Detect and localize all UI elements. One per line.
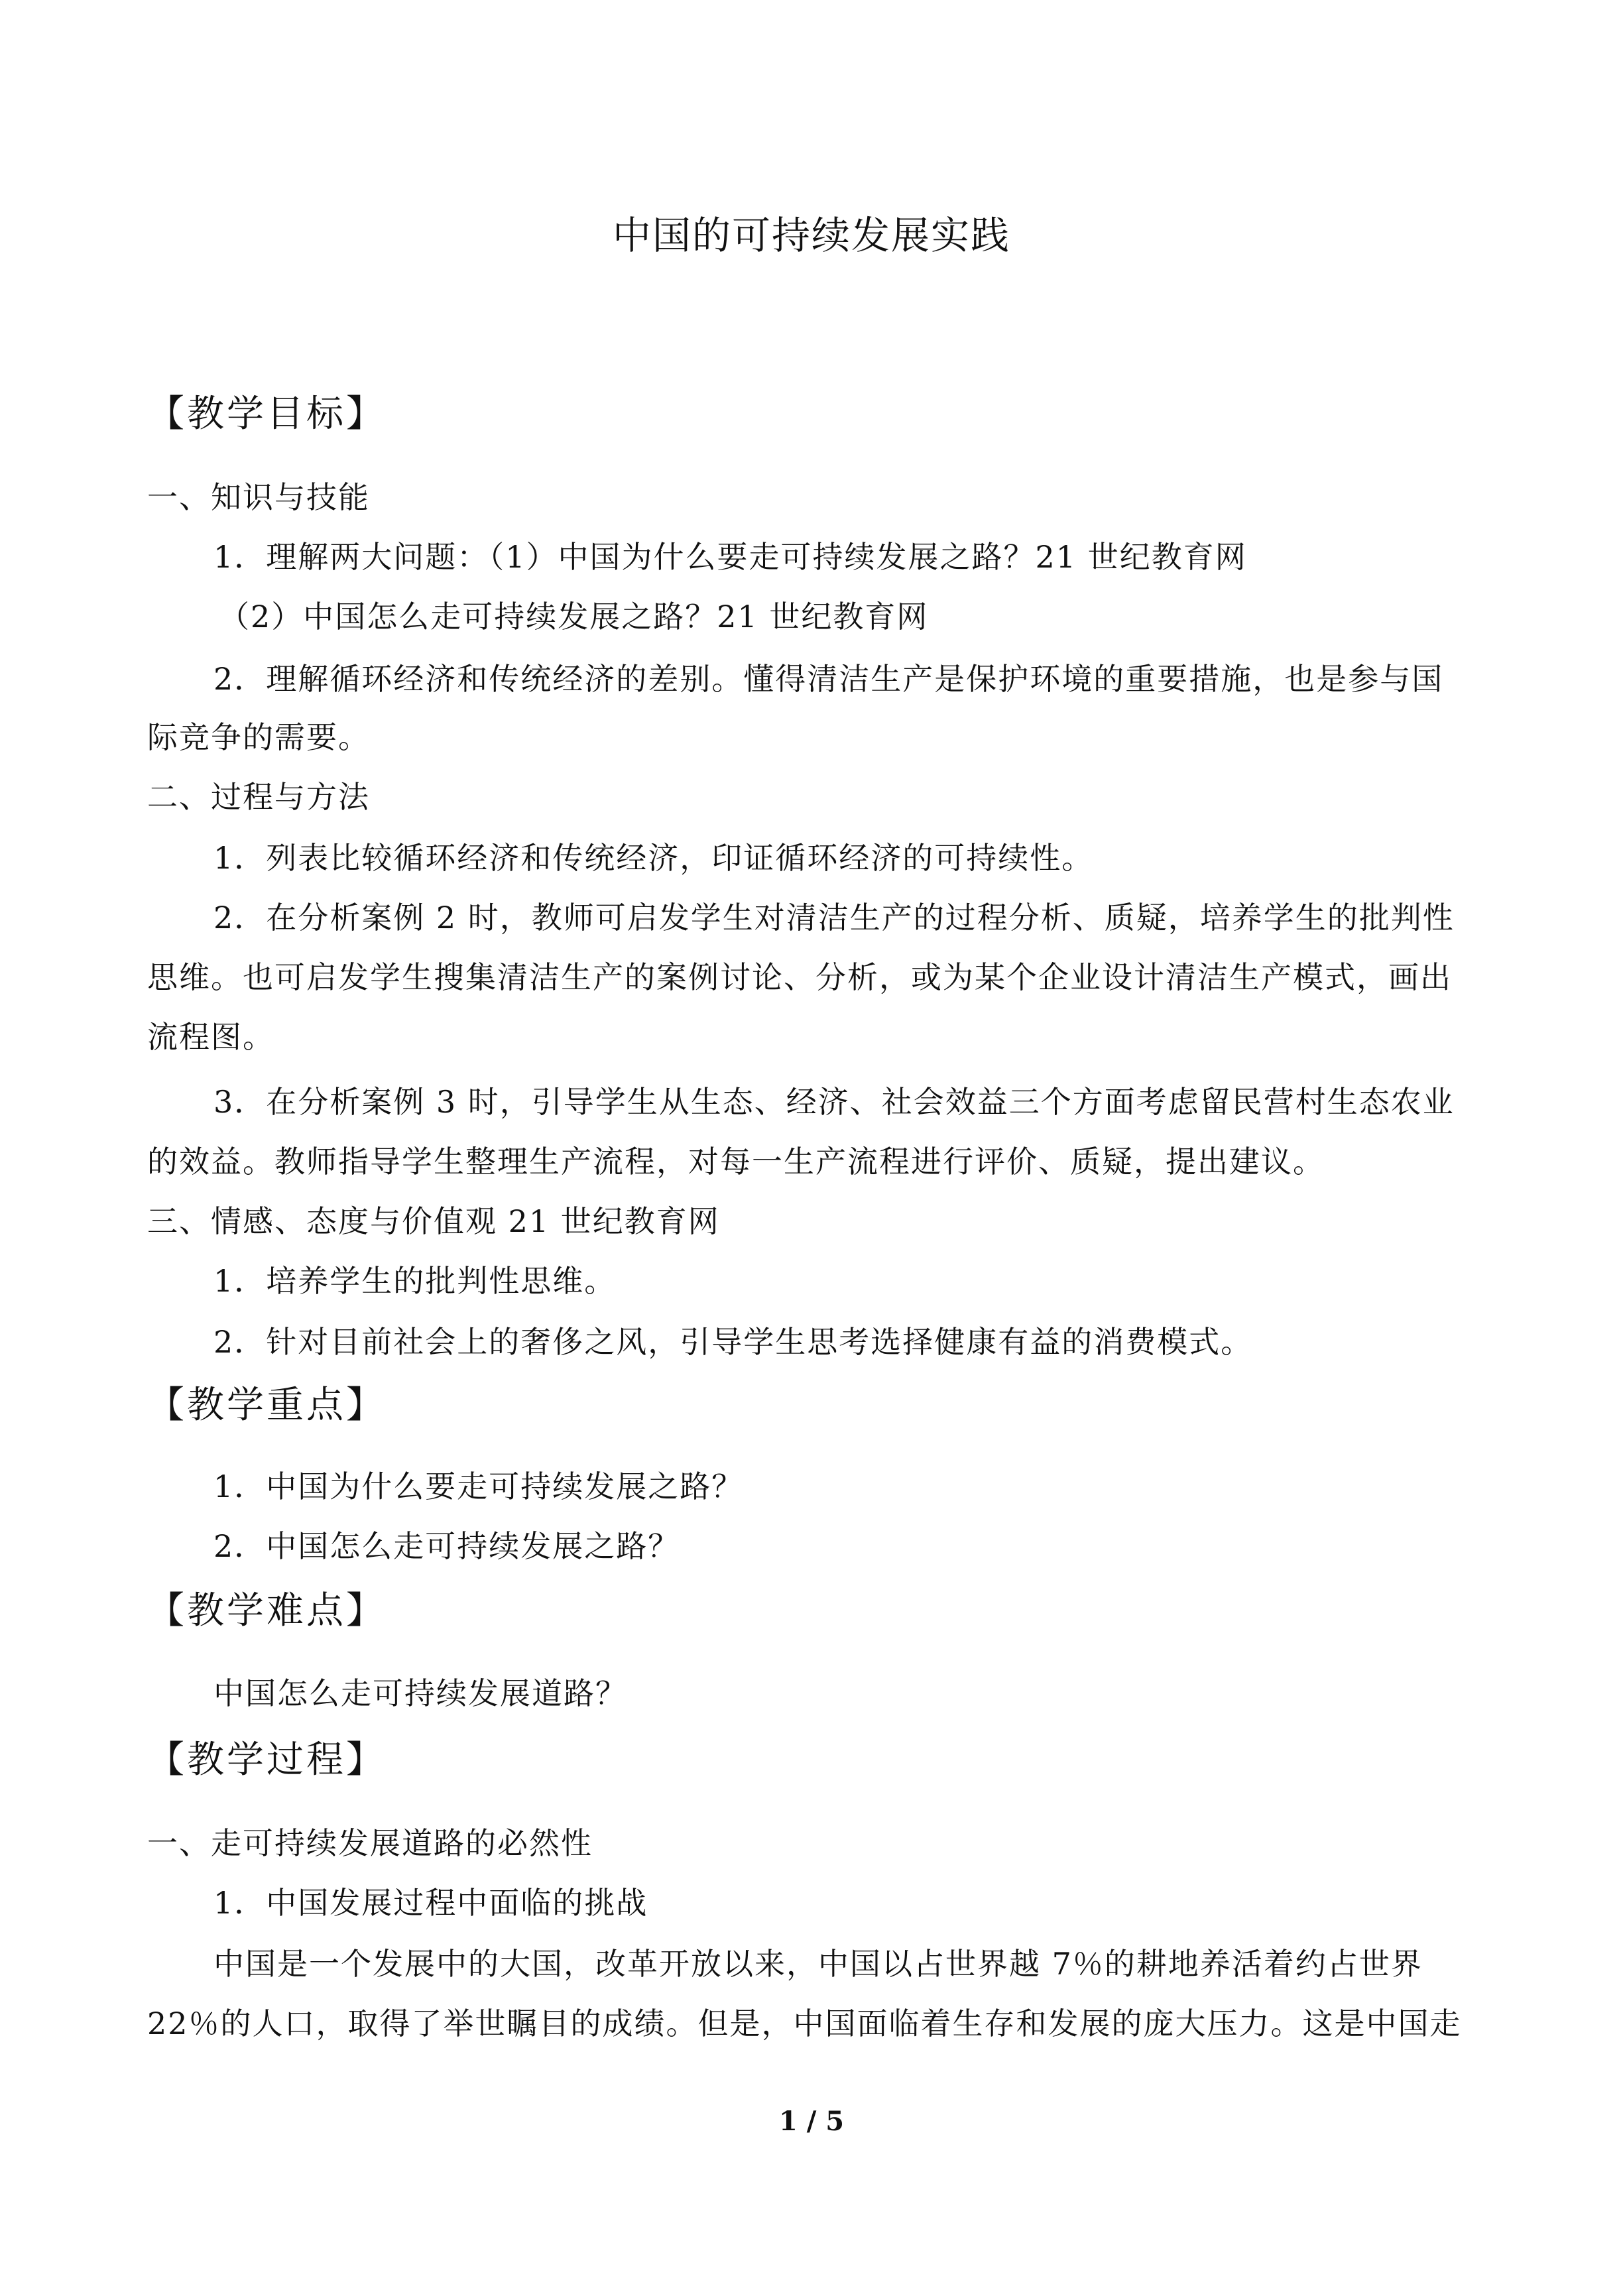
page-number: 1 / 5 [778, 2106, 845, 2137]
objectives-p1-3a: 2．理解循环经济和传统经济的差别。懂得清洁生产是保护环境的重要措施，也是参与国 [213, 661, 1444, 697]
process-part1-heading: 一、走可持续发展道路的必然性 [147, 1825, 593, 1861]
objectives-p2-2c: 流程图。 [147, 1019, 274, 1055]
objectives-p2-3b: 的效益。教师指导学生整理生产流程，对每一生产流程进行评价、质疑，提出建议。 [147, 1144, 1325, 1179]
section-heading-process: 【教学过程】 [147, 1738, 386, 1782]
objectives-p1-1: 1．理解两大问题：（1）中国为什么要走可持续发展之路？21 世纪教育网 [213, 539, 1247, 575]
process-paragraph-b: 22％的人口，取得了举世瞩目的成绩。但是，中国面临着生存和发展的庞大压力。这是中国走 [147, 2006, 1462, 2041]
section-heading-difficulties: 【教学难点】 [147, 1589, 386, 1632]
objectives-part2-heading: 二、过程与方法 [147, 779, 370, 815]
key-points-item-1: 1．中国为什么要走可持续发展之路？ [213, 1469, 744, 1504]
objectives-p2-2a: 2．在分析案例 2 时，教师可启发学生对清洁生产的过程分析、质疑，培养学生的批判性 [213, 900, 1455, 936]
objectives-p1-2: （2）中国怎么走可持续发展之路？21 世纪教育网 [219, 599, 929, 634]
section-heading-key-points: 【教学重点】 [147, 1384, 386, 1427]
section-heading-objectives: 【教学目标】 [147, 393, 386, 436]
objectives-p2-2b: 思维。也可启发学生搜集清洁生产的案例讨论、分析，或为某个企业设计清洁生产模式，画出 [147, 959, 1452, 995]
document-title: 中国的可持续发展实践 [612, 213, 1010, 258]
process-sub-1: 1．中国发展过程中面临的挑战 [213, 1885, 648, 1921]
objectives-p2-1: 1．列表比较循环经济和传统经济，印证循环经济的可持续性。 [213, 840, 1094, 876]
difficulties-item-1: 中国怎么走可持续发展道路？ [213, 1675, 627, 1711]
objectives-p1-3b: 际竞争的需要。 [147, 719, 370, 755]
objectives-part3-heading: 三、情感、态度与价值观 21 世纪教育网 [147, 1203, 720, 1239]
key-points-item-2: 2．中国怎么走可持续发展之路？ [213, 1528, 680, 1564]
objectives-p3-1: 1．培养学生的批判性思维。 [213, 1263, 617, 1299]
objectives-p2-3a: 3．在分析案例 3 时，引导学生从生态、经济、社会效益三个方面考虑留民营村生态农业 [213, 1084, 1455, 1120]
objectives-p3-2: 2．针对目前社会上的奢侈之风，引导学生思考选择健康有益的消费模式。 [213, 1324, 1253, 1360]
process-paragraph-a: 中国是一个发展中的大国，改革开放以来，中国以占世界越 7％的耕地养活着约占世界 [213, 1946, 1423, 1982]
objectives-part1-heading: 一、知识与技能 [147, 479, 370, 515]
